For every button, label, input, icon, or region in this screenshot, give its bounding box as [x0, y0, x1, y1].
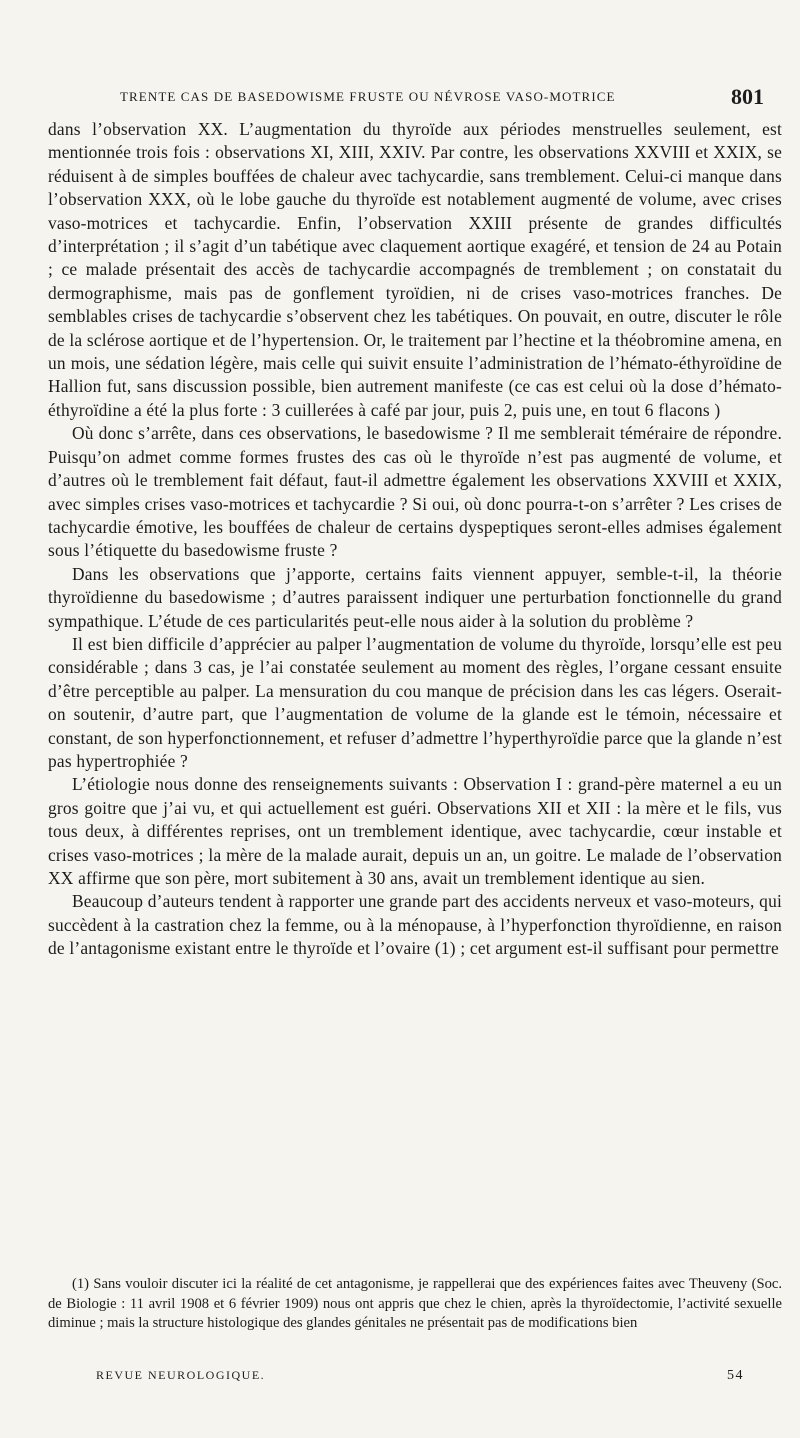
- page-header: [48, 84, 764, 110]
- footnote-text: (1) Sans vouloir discuter ici la réalité de cet antagonisme, je rappellerai que des expériences faites avec Theuveny (Soc. de Biologie : 11 avril 1908 et 6 février 1909) nous ont appris que chez le chien, après la thyroïdectomie, l’activité sexuelle diminue ; mais la structure histologique des glandes génitales ne présentait pas de modifications bien: [48, 1276, 782, 1332]
- paragraph-6: Beaucoup d’auteurs tendent à rapporter une grande part des accidents nerveux et vaso-moteurs, qui succèdent à la castration chez la femme, ou à la ménopause, à l’hyperfonction thyroïdienne, en raison de l’antagonisme existant entre le thyroïde et l’ovaire (1) ; cet argument est-il suffisant pour permettre: [48, 891, 782, 959]
- paragraph-2: Où donc s’arrête, dans ces observations, le basedowisme ? Il me semblerait téméraire de répondre. Puisqu’on admet comme formes frustes des cas où le thyroïde n’est pas augmenté de volume, et d’autres où le tremblement fait défaut, faut-il admettre également les observations XXVIII et XXIX, avec simples crises vaso-motrices et tachycardie ? Si oui, où donc pourra-t-on s’arrêter ? Les crises de tachycardie émotive, les bouffées de chaleur de certains dyspeptiques seront-elles admises également sous l’étiquette du basedowisme fruste ?: [48, 423, 782, 561]
- paragraph-1: dans l’observation XX. L’augmentation du thyroïde aux périodes menstruelles seulement, est mentionnée trois fois : observations XI, XIII, XXIV. Par contre, les observations XXVIII et XXIX, se réduisent à de simples bouffées de chaleur avec tachycardie, sans tremblement. Celui-ci manque dans l’observation XXX, où le lobe gauche du thyroïde est notablement augmenté de volume, avec crises vaso-motrices et tachycardie. Enfin, l’observation XXIII présente de grandes difficultés d’interprétation ; il s’agit d’un tabétique avec claquement aortique exagéré, et tension de 24 au Potain ; ce malade présentait des accès de tachycardie accompagnés de tremblement ; on constatait du dermographisme, mais pas de gonflement tyroïdien, ni de crises vaso-motrices franches. De semblables crises de tachycardie s’observent chez les tabétiques. On pouvait, en outre, discuter le rôle de la sclérose aortique et de l’hypertension. Or, le traitement par l’hectine et la théobromine amena, en un mois, une sédation légère, mais celle qui suivit ensuite l’administration de l’hémato-éthyroïdine de Hallion fut, sans discussion possible, bien autrement manifeste (ce cas est celui où la dose d’hémato-éthyroïdine a été la plus forte : 3 cuillerées à café par jour, puis 2, puis une, en tout 6 flacons ): [48, 119, 782, 420]
- running-title: TRENTE CAS DE BASEDOWISME FRUSTE OU NÉVROSE VASO-MOTRICE: [120, 89, 616, 104]
- paragraph-4: Il est bien difficile d’apprécier au palper l’augmentation de volume du thyroïde, lorsqu’elle est peu considérable ; dans 3 cas, je l’ai constatée seulement au moment des règles, l’organe cessant ensuite d’être perceptible au palper. La mensuration du cou manque de précision dans les cas légers. Oserait-on soutenir, d’autre part, que l’augmentation de volume de la glande est le témoin, nécessaire et constant, de son hyperfonctionnement, et refuser d’admettre l’hyperthyroïdie parce que la glande n’est pas hypertrophiée ?: [48, 633, 782, 771]
- page-number: 801: [731, 84, 764, 109]
- paragraph-5: L’étiologie nous donne des renseignements suivants : Observation I : grand-père maternel a eu un gros goitre que j’ai vu, et qui actuellement est guéri. Observations XII et XII : la mère et le fils, vus tous deux, à différentes reprises, ont un tremblement identique, avec tachycardie, cœur instable et crises vaso-motrices ; la mère de la malade aurait, depuis un an, un goitre. Le malade de l’observation XX affirme que son père, mort subitement à 30 ans, avait un tremblement identique au sien.: [48, 774, 782, 888]
- footnote: [48, 1275, 782, 1334]
- signature-mark: 54: [727, 1368, 744, 1383]
- body-text: [48, 118, 782, 961]
- page-footer: [96, 1368, 744, 1388]
- journal-name: REVUE NEUROLOGIQUE.: [96, 1368, 266, 1382]
- paragraph-3: Dans les observations que j’apporte, certains faits viennent appuyer, semble-t-il, la théorie thyroïdienne du basedowisme ; d’autres paraissent indiquer une perturbation fonctionnelle du grand sympathique. L’étude de ces particularités peut-elle nous aider à la solution du problème ?: [48, 563, 782, 631]
